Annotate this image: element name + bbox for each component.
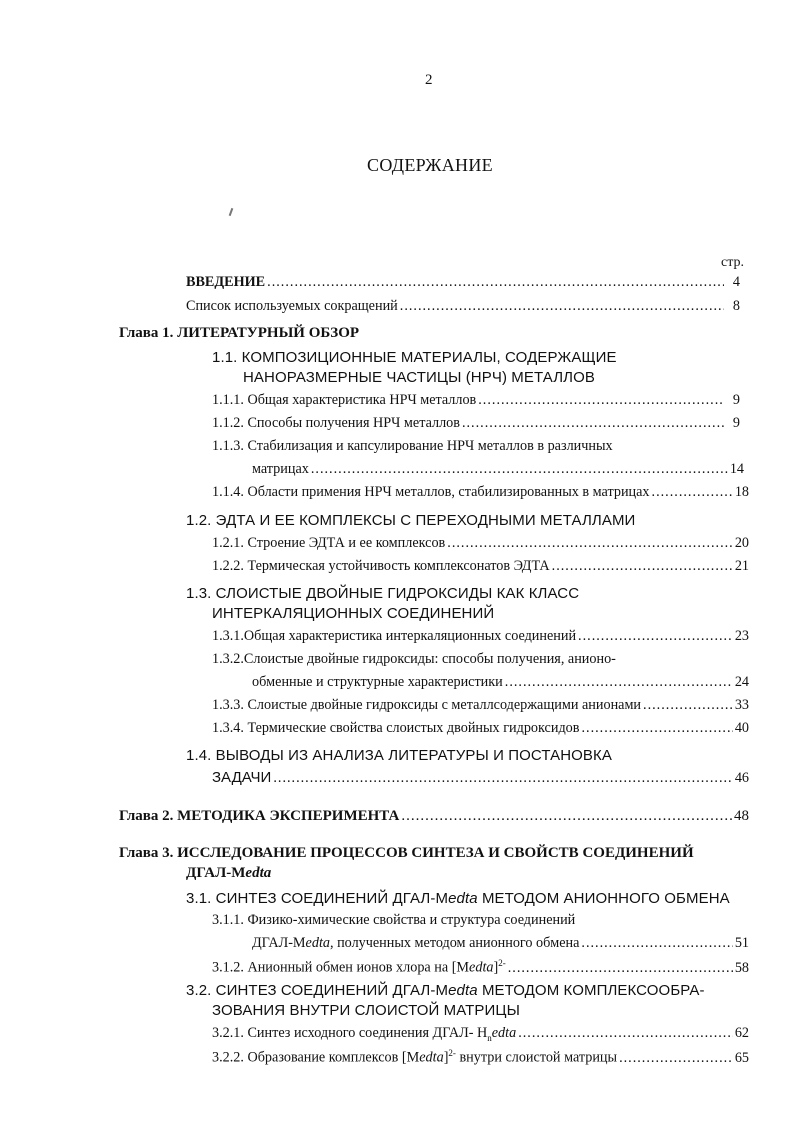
toc-entry-chapter-2[interactable]: Глава 2. МЕТОДИКА ЭКСПЕРИМЕНТА ..... 48 <box>119 808 749 828</box>
section-1-3-line1[interactable]: 1.3. СЛОИСТЫЕ ДВОЙНЫЕ ГИДРОКСИДЫ КАК КЛАСС <box>186 585 580 602</box>
toc-entry-1-1-1[interactable]: 1.1.1. Общая характеристика НРЧ металлов ..... 9 <box>212 392 740 412</box>
toc-entry-1-3-3[interactable]: 1.3.3. Слоистые двойные гидроксиды с металлсодержащими анионами ..... 33 <box>212 697 749 717</box>
section-3-2-line2: ЗОВАНИЯ ВНУТРИ СЛОИСТОЙ МАТРИЦЫ <box>212 1002 520 1019</box>
toc-entry-1-3-2[interactable]: обменные и структурные характеристики ..... 24 <box>252 674 749 694</box>
toc-entry-1-1-4[interactable]: 1.1.4. Области примения НРЧ металлов, стабилизированных в матрицах ..... 18 <box>212 484 749 504</box>
toc-entry-3-2-1[interactable]: 3.2.1. Синтез исходного соединения ДГАЛ- $H_nedta$ ..... 62 <box>212 1025 749 1045</box>
toc-entry-1-1-3-line1[interactable]: 1.1.3. Стабилизация и капсулирование НРЧ металлов в различных <box>212 438 613 454</box>
section-3-2-line1[interactable]: 3.2. СИНТЕЗ СОЕДИНЕНИЙ ДГАЛ-Medta МЕТОДОМ КОМПЛЕКСООБРА- <box>186 982 705 999</box>
toc-entry-intro[interactable]: ВВЕДЕНИЕ ..... 4 <box>186 274 740 294</box>
toc-entry-3-2-2[interactable]: 3.2.2. Образование комплексов [Medta]$^{2-}$ внутри слоистой матрицы ..... 65 <box>212 1048 749 1068</box>
toc-entry-1-1-3[interactable]: матрицах ..... 14 <box>252 461 744 481</box>
chapter-3-heading-line2: ДГАЛ-Medta <box>186 865 272 881</box>
toc-entry-1-4[interactable]: ЗАДАЧИ ..... 46 <box>212 769 749 789</box>
chapter-1-heading[interactable]: Глава 1. ЛИТЕРАТУРНЫЙ ОБЗОР <box>119 325 360 341</box>
toc-entry-1-2-2[interactable]: 1.2.2. Термическая устойчивость комплексонатов ЭДТА ..... 21 <box>212 558 749 578</box>
toc-entry-1-3-2-line1[interactable]: 1.3.2.Слоистые двойные гидроксиды: способы получения, анионо- <box>212 651 616 667</box>
toc-entry-1-3-1[interactable]: 1.3.1.Общая характеристика интеркаляционных соединений ..... 23 <box>212 628 749 648</box>
toc-entry-3-1-1-line1[interactable]: 3.1.1. Физико-химические свойства и структура соединений <box>212 912 576 928</box>
section-1-1-line2: НАНОРАЗМЕРНЫЕ ЧАСТИЦЫ (НРЧ) МЕТАЛЛОВ <box>243 369 595 386</box>
page-title: СОДЕРЖАНИЕ <box>367 155 493 175</box>
section-1-4-line1[interactable]: 1.4. ВЫВОДЫ ИЗ АНАЛИЗА ЛИТЕРАТУРЫ И ПОСТАНОВКА <box>186 747 612 764</box>
section-3-1[interactable]: 3.1. СИНТЕЗ СОЕДИНЕНИЙ ДГАЛ-Medta МЕТОДОМ АНИОННОГО ОБМЕНА <box>186 890 730 907</box>
toc-entry-1-2-1[interactable]: 1.2.1. Строение ЭДТА и ее комплексов ..... 20 <box>212 535 749 555</box>
toc-entry-3-1-1[interactable]: ДГАЛ-Medta, полученных методом анионного обмена ..... 51 <box>252 935 749 955</box>
toc-entry-1-3-4[interactable]: 1.3.4. Термические свойства слоистых двойных гидроксидов ..... 40 <box>212 720 749 740</box>
section-1-1-line1[interactable]: 1.1. КОМПОЗИЦИОННЫЕ МАТЕРИАЛЫ, СОДЕРЖАЩИЕ <box>212 349 617 366</box>
toc-entry-abbrev[interactable]: Список используемых сокращений ..... 8 <box>186 298 740 318</box>
section-1-3-line2: ИНТЕРКАЛЯЦИОННЫХ СОЕДИНЕНИЙ <box>212 605 495 622</box>
chapter-3-heading[interactable]: Глава 3. ИССЛЕДОВАНИЕ ПРОЦЕССОВ СИНТЕЗА И СВОЙСТВ СОЕДИНЕНИЙ <box>119 845 694 861</box>
scan-mark <box>229 208 234 216</box>
toc-entry-3-1-2[interactable]: 3.1.2. Анионный обмен ионов хлора на [Medta]$^{2-}$ ..... 58 <box>212 958 749 978</box>
page-number: 2 <box>425 72 433 88</box>
section-1-2[interactable]: 1.2. ЭДТА И ЕЕ КОМПЛЕКСЫ С ПЕРЕХОДНЫМИ МЕТАЛЛАМИ <box>186 512 636 529</box>
toc-entry-1-1-2[interactable]: 1.1.2. Способы получения НРЧ металлов ..... 9 <box>212 415 740 435</box>
page-column-label: стр. <box>721 255 745 270</box>
